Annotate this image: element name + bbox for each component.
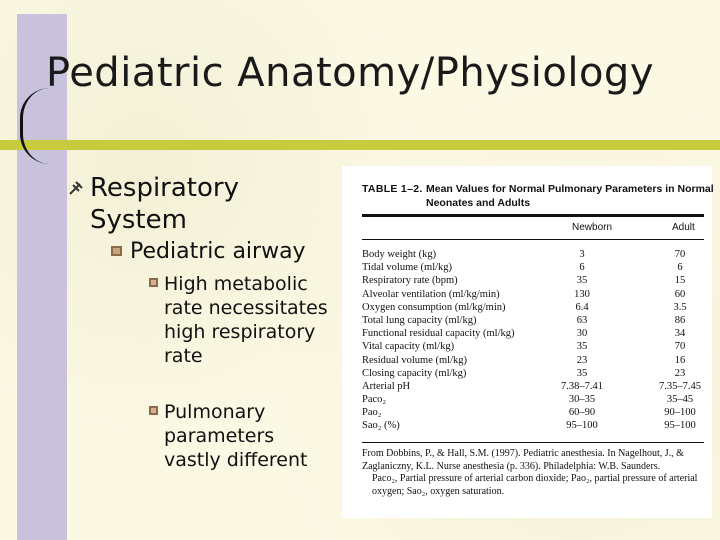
row-newborn-value: 30–35	[568, 394, 596, 406]
bullet-level-1-text: Respiratory System	[90, 173, 239, 235]
row-adult-value: 6	[677, 262, 683, 274]
bullet-square-icon	[148, 277, 160, 289]
column-header-adult: Adult	[672, 222, 695, 233]
row-adult-value: 35–45	[666, 394, 694, 406]
row-newborn-value: 3	[579, 249, 585, 260]
row-adult-value: 3.5	[673, 301, 687, 313]
row-parameter: Arterial pH	[362, 380, 411, 392]
footnote-abbreviations: Paco₂, Partial pressure of arterial carbon dioxide; Pao₂, partial pressure of arterial oxygen; Sao₂, oxygen saturation.	[372, 473, 698, 497]
row-adult-value: 95–100	[664, 420, 696, 432]
table-caption: Mean Values for Normal Pulmonary Parameters in Normal Neonates and Adults	[426, 183, 714, 209]
table-row	[362, 274, 704, 287]
table-row	[362, 301, 704, 314]
pulmonary-parameters-table	[342, 166, 712, 518]
bullet-level-2	[130, 238, 340, 266]
table-bottom-rule	[362, 442, 704, 443]
row-newborn-value: 130	[574, 288, 590, 300]
table-number: TABLE 1–2.	[362, 183, 423, 195]
row-parameter: Pao₂	[362, 407, 382, 419]
row-adult-value: 34	[674, 328, 686, 340]
row-newborn-value: 95–100	[566, 420, 598, 432]
row-adult-value: 60	[674, 288, 686, 300]
row-newborn-value: 35	[576, 341, 588, 353]
row-parameter: Sao₂ (%)	[362, 420, 400, 432]
bullet-pin-icon	[68, 180, 84, 196]
table-row	[362, 393, 704, 406]
bullet-square-icon	[148, 405, 160, 417]
table-heading	[362, 182, 714, 209]
row-parameter: Total lung capacity (ml/kg)	[362, 314, 477, 326]
row-newborn-value: 63	[576, 314, 588, 326]
row-parameter: Oxygen consumption (ml/kg/min)	[362, 301, 506, 313]
table-top-rule	[362, 214, 704, 217]
table-row	[362, 367, 704, 380]
row-newborn-value: 35	[576, 275, 588, 287]
row-adult-value: 70	[674, 249, 686, 260]
header-rule	[362, 239, 704, 240]
footnote-source: From Dobbins, P., & Hall, S.M. (1997). Pediatric anesthesia. In Nagelhout, J., & Zaglaniczny, K.L. Nurse anesthesia (p. 336). Philadelphia: W.B. Saunders.	[362, 448, 684, 472]
row-adult-value: 15	[674, 275, 686, 287]
table-row	[362, 261, 704, 274]
row-adult-value: 86	[674, 314, 686, 326]
row-newborn-value: 6	[579, 262, 585, 274]
bullet-level-3-b	[164, 400, 334, 472]
table-row	[362, 406, 704, 419]
bullet-square-icon	[110, 244, 124, 258]
row-parameter: Vital capacity (ml/kg)	[362, 341, 455, 353]
row-adult-value: 90–100	[664, 407, 696, 419]
row-parameter: Functional residual capacity (ml/kg)	[362, 328, 515, 340]
row-parameter: Respiratory rate (bpm)	[362, 275, 458, 287]
row-parameter: Closing capacity (ml/kg)	[362, 367, 467, 379]
row-parameter: Residual volume (ml/kg)	[362, 354, 467, 366]
table-row	[362, 354, 704, 367]
table-body	[362, 248, 704, 433]
row-newborn-value: 35	[576, 367, 588, 379]
row-newborn-value: 60–90	[568, 407, 596, 419]
table-row	[362, 314, 704, 327]
row-newborn-value: 30	[576, 328, 588, 340]
table-row	[362, 340, 704, 353]
bullet-level-1	[90, 172, 290, 236]
bullet-level-3-a-text: High metabolic rate necessitates high respiratory rate	[164, 273, 328, 367]
bullet-level-3-b-text: Pulmonary parameters vastly different	[164, 401, 308, 471]
row-newborn-value: 7.38–7.41	[561, 380, 603, 392]
row-parameter: Alveolar ventilation (ml/kg/min)	[362, 288, 500, 300]
row-adult-value: 16	[674, 354, 686, 366]
table-row	[362, 419, 704, 432]
row-newborn-value: 23	[576, 354, 588, 366]
slide-title: Pediatric Anatomy/Physiology	[46, 50, 654, 96]
bullet-level-2-text: Pediatric airway	[130, 239, 306, 264]
row-newborn-value: 6.4	[575, 301, 589, 313]
table-footnote	[362, 448, 707, 498]
table-row	[362, 380, 704, 393]
column-header-newborn: Newborn	[572, 222, 613, 233]
row-parameter: Paco₂	[362, 394, 387, 406]
bullet-level-3-a	[164, 272, 334, 368]
row-adult-value: 70	[674, 341, 686, 353]
row-adult-value: 23	[674, 367, 686, 379]
row-parameter: Tidal volume (ml/kg)	[362, 262, 453, 274]
table-row	[362, 288, 704, 301]
row-adult-value: 7.35–7.45	[659, 380, 701, 392]
row-parameter: Body weight (kg)	[362, 249, 437, 260]
table-row	[362, 327, 704, 340]
title-divider	[0, 140, 720, 150]
table-row	[362, 248, 704, 261]
